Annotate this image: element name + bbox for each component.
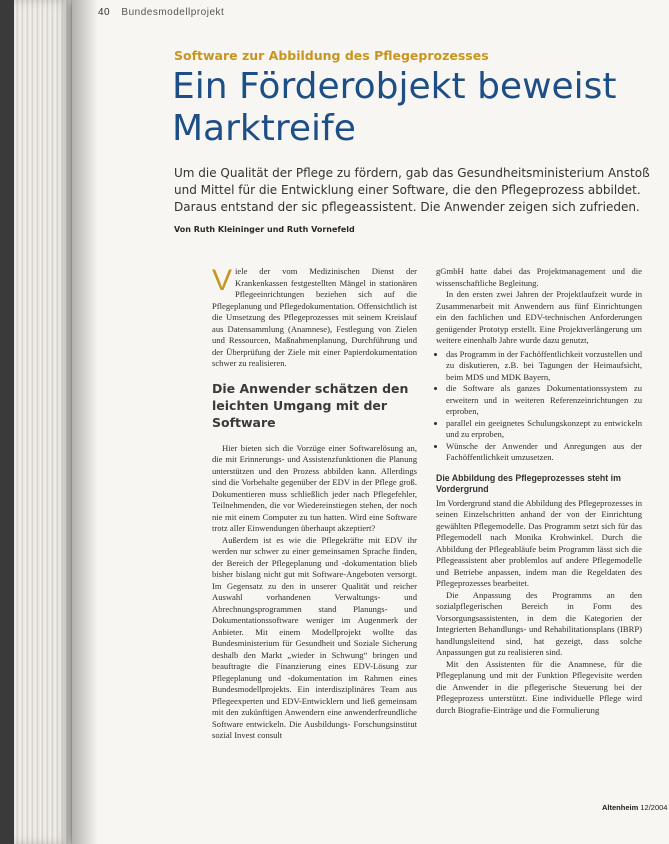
article-kicker: Software zur Abbildung des Pflegeprozesses (174, 48, 489, 63)
right-column (436, 266, 642, 716)
body-paragraph: Im Vordergrund stand die Abbildung des Pflegeprozesses in seinen Einzelschritten anhand der von der Einrichtung gewählten Pflegemodelle. Das Programm setzt sich für das Pflegemodell nach Monika Krohwinkel. Durch die Abbildung der Pflegeabläufe beim Programm lässt sich die Pflegeassistent aber problemlos auf andere Pflegemodelle und Betriebe anpassen, indem man die Regeldaten des Pflegeprozesses bearbeitet. (436, 497, 642, 588)
bullet-item: • die Software als ganzes Dokumentationssystem zu erweitern und in weiteren Referenzeinrichtungen zu erproben, (446, 383, 642, 418)
subheading-left: Die Anwender schätzen den leichten Umgang mit der Software (212, 380, 409, 430)
body-paragraph: Mit den Assistenten für die Anamnese, für die Pflegeplanung und mit der Funktion Pflegevisite werden die Anwender in die pflegerische Steuerung bei der Pflegeprozess unterstützt. Eine individuelle Pflege wird durch Biografie-Einträge und die Formulierung (436, 658, 642, 715)
body-paragraph: Hier bieten sich die Vorzüge einer Softwarelösung an, die mit Erinnerungs- und Assistenzfunktionen die Planung unterstützen und den Prozess abbilden kann. Allerdings sind die Vorbehalte gegenüber der EDV in der Pflege groß. Dokumentieren muss schließlich jeder nach Pflegefehler, Teilnehmenden, die vor Wiedereinstiegen stehen, der noch nie mit einem Computer zu tun hatten. Wird eine Software trotz aller Einwendungen überhaupt akzeptiert? (212, 442, 417, 533)
article-byline: Von Ruth Kleininger und Ruth Vornefeld (174, 225, 355, 234)
magazine-page (72, 0, 669, 844)
running-header (98, 7, 224, 18)
body-paragraph: In den ersten zwei Jahren der Projektlaufzeit wurde in Zusammenarbeit mit Anwendern aus fünf Einrichtungen ein den fachlichen und EDV-technischen Anforderungen genügender Prototyp erstellt. Eine Projektverlängerung um weitere einenhalb Jahre wurde dazu genutzt, (436, 289, 642, 345)
intro-paragraph (212, 266, 417, 370)
bullet-item: • das Programm in der Fachöffentlichkeit vorzustellen und zu diskutieren, z.B. bei Tagungen der Heimaufsicht, beim MDS und MDK Bayern, (446, 349, 642, 384)
left-column (212, 266, 417, 742)
bullet-item: • Wünsche der Anwender und Anregungen aus der Fachöffentlichkeit umzusetzen. (446, 441, 642, 464)
body-paragraph: gGmbH hatte dabei das Projektmanagement und die wissenschaftliche Begleitung. (436, 266, 642, 288)
bullet-item: • parallel ein geeignetes Schulungskonzept zu entwickeln und zu erproben, (446, 418, 642, 441)
page-stack-edge (14, 0, 74, 844)
intro-text: iele der vom Medizinischen Dienst der Krankenkassen festgestellten Mängel in stationären Pflegeeinrichtungen beziehen sich auf die Pflegeplanung und Pflegedokumentation. Offensichtlich ist die Umsetzung des Pflegeprozesses mit seinem Kreislauf aus Datensammlung (Anamnese), Festlegung von Zielen und Ressourcen, Maßnahmenplanung, Durchführung und der Überprüfung der Ziele mit einer Papierdokumentation schwer zu realisieren. (212, 266, 417, 368)
page-footer (602, 803, 667, 812)
gutter-shadow (72, 0, 98, 844)
bullet-list (436, 349, 642, 464)
section-name: Bundesmodellprojekt (121, 7, 225, 18)
drop-cap: V (212, 264, 233, 297)
body-paragraph: Die Anpassung des Programms an den sozialpflegerischen Bereich in Form des Vorsorgungsassistenten, in dem die Kategorien der Integrierten Behandlungs- und Rehabilitationsplans (IBRP) handlungsleitend sind, hat gezeigt, dass solche Anpassungen gut zu realisieren sind. (436, 589, 642, 657)
article-headline: Ein Förderobjekt beweist Marktreife (172, 66, 617, 149)
body-paragraph: Außerdem ist es wie die Pflegekräfte mit EDV ihr werden nur schwer zu einer gemeinsamen Sprache finden, der Bereich der Pflegeplanung und -dokumentation blieb bisher bislang nicht gut mit Software-Angeboten versorgt. Im Gegensatz zu den in unserer Qualität und reicher Auswahl vorhandenen Verwaltungs- und Abrechnungsprogrammen stand Planungs- und Dokumentationssoftware weniger im Augenmerk der Anbieter. Mit einem Modellprojekt wollte das Bundesministerium für Gesundheit und Soziale Sicherung deshalb den Markt „wieder in Schwung“ bringen und beauftragte die Finanzierung eines EDV-Lösung zur Pflegeplanung und -dokumentation im Rahmen eines Bundesmodellprojekts. Ein interdisziplinäres Team aus Pflegeexperten und EDV-Entwicklern und ließ gemeinsam mit den zukünftigen Anwendern eine anwenderfreundliche Software entwickeln. Die Ausbildungs- Forschungsinstitut sozial Invest consult (212, 534, 417, 740)
magazine-name: Altenheim (602, 803, 639, 812)
article-lead: Um die Qualität der Pflege zu fördern, gab das Gesundheitsministerium Anstoß und Mittel für die Entwicklung einer Software, die den Pflegeprozess abbildet. Daraus entstand der sic pflegeassistent. Die Anwender zeigen sich zufrieden. (174, 166, 650, 214)
subheading-right: Die Abbildung des Pflegeprozesses steht im Vordergrund (436, 472, 621, 494)
page-number: 40 (98, 7, 111, 18)
issue-number: 12/2004 (640, 803, 668, 812)
